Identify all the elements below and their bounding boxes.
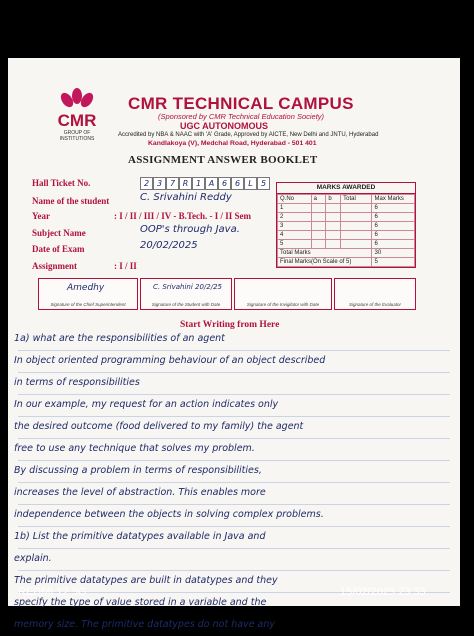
sig-caption: Signature of the Invigilator with Date (246, 302, 320, 307)
year-value: : I / II / III / IV - B.Tech. - I / II Sem (114, 211, 252, 221)
hall-ticket-char: 6 (231, 177, 244, 190)
hall-ticket-char: 6 (218, 177, 231, 190)
table-row (278, 240, 415, 249)
marks-cell: 1 (278, 204, 312, 213)
address-line: Kandlakoya (V), Medchal Road, Hyderabad - 501 401 (148, 140, 317, 147)
assignment-value: : I / II (114, 261, 137, 271)
answer-line: increases the level of abstraction. This enables more (14, 487, 266, 498)
hall-ticket-char: A (205, 177, 218, 190)
marks-cell: 5 (278, 240, 312, 249)
answer-line: independence between the objects in solving complex problems. (14, 509, 324, 520)
final-marks-value: 5 (372, 258, 415, 267)
hall-ticket-label: Hall Ticket No. (32, 178, 91, 188)
answer-sheet (8, 58, 460, 630)
subject-value: OOP's through Java. (140, 224, 240, 235)
total-marks-label: Total Marks (278, 249, 372, 258)
subject-label: Subject Name (32, 228, 86, 238)
hall-ticket-char: L (244, 177, 257, 190)
hall-ticket-char: 5 (257, 177, 270, 190)
table-row (278, 222, 415, 231)
marks-table (276, 182, 416, 268)
booklet-title: ASSIGNMENT ANSWER BOOKLET (128, 154, 318, 166)
date-label: Date of Exam (32, 244, 85, 254)
table-row (278, 231, 415, 240)
superintendent-signature: Amedhy (67, 283, 105, 293)
total-marks-value: 30 (372, 249, 415, 258)
table-row (278, 249, 415, 258)
sig-caption: Signature of the Student with Date (151, 302, 221, 307)
year-label: Year (32, 211, 50, 221)
answer-line: the desired outcome (food delivered to my family) the agent (14, 421, 304, 432)
sig-box-evaluator (334, 278, 416, 310)
logo-subtext: GROUP OF INSTITUTIONS (59, 130, 95, 142)
assignment-label: Assignment (32, 261, 78, 271)
sig-box-student (140, 278, 232, 310)
answer-line: By discussing a problem in terms of responsibilities, (14, 465, 262, 476)
marks-col: a (311, 195, 326, 204)
marks-col: b (326, 195, 341, 204)
answer-line: 1a) what are the responsibilities of an agent (14, 333, 225, 344)
table-row (278, 213, 415, 222)
marks-cell: 2 (278, 213, 312, 222)
sig-box-invigilator (234, 278, 332, 310)
sig-caption: Signature of the Evaluator (348, 302, 402, 307)
student-label: Name of the student (32, 196, 110, 206)
marks-cell: 4 (278, 231, 312, 240)
sig-box-superintendent (38, 278, 138, 310)
marks-col: Total (341, 195, 372, 204)
student-name-value: C. Srivahini Reddy (140, 192, 232, 203)
final-marks-label: Final Marks(On Scale of 5) (278, 258, 372, 267)
start-writing-label: Start Writing from Here (180, 320, 280, 330)
marks-cell: 6 (372, 222, 415, 231)
answer-line: free to use any technique that solves my problem. (14, 443, 255, 454)
date-value: 20/02/2025 (140, 240, 198, 251)
sponsored-line: (Sponsored by CMR Technical Education Society) (158, 112, 325, 121)
answer-line: explain. (14, 553, 52, 564)
hall-ticket-char: 2 (140, 177, 153, 190)
hall-ticket-char: 1 (192, 177, 205, 190)
answer-line: In object oriented programming behaviour of an object described (14, 355, 326, 366)
answer-line: The primitive datatypes are built in datatypes and they (14, 575, 278, 586)
marks-col: Q.No (278, 195, 312, 204)
marks-cell: 3 (278, 222, 312, 231)
answer-line: specify the type of value stored in a variable and the (14, 597, 267, 608)
marks-cell: 6 (372, 213, 415, 222)
device-watermark: REDMI 12 5G (18, 586, 87, 598)
student-signature: C. Srivahini 20/2/25 (153, 283, 223, 291)
answer-line: in terms of responsibilities (14, 377, 140, 388)
hall-ticket-char: R (179, 177, 192, 190)
table-row (278, 258, 415, 267)
hall-ticket-boxes (140, 177, 270, 190)
marks-col: Max Marks (372, 195, 415, 204)
marks-cell: 6 (372, 231, 415, 240)
photo-timestamp: 15/02/2025 23:33 (340, 586, 426, 598)
campus-title: CMR TECHNICAL CAMPUS (128, 94, 354, 113)
accreditation-line: Accredited by NBA & NAAC with 'A' Grade, Approved by AICTE, New Delhi and JNTU, Hyderabad (118, 132, 379, 138)
table-row (278, 204, 415, 213)
autonomous-line: UGC AUTONOMOUS (180, 121, 269, 131)
marks-cell: 6 (372, 240, 415, 249)
sig-caption: Signature of the Chief Superintendent (50, 302, 126, 307)
hall-ticket-char: 3 (153, 177, 166, 190)
answer-line: In our example, my request for an action indicates only (14, 399, 279, 410)
hall-ticket-char: 7 (166, 177, 179, 190)
logo-text: CMR (57, 111, 97, 130)
cmr-logo (50, 88, 104, 152)
answer-line: 1b) List the primitive datatypes available in Java and (14, 531, 266, 542)
answer-line: memory size. The primitive datatypes do not have any (14, 619, 276, 630)
marks-cell: 6 (372, 204, 415, 213)
flower-icon (60, 88, 94, 112)
marks-title: MARKS AWARDED (277, 183, 415, 194)
